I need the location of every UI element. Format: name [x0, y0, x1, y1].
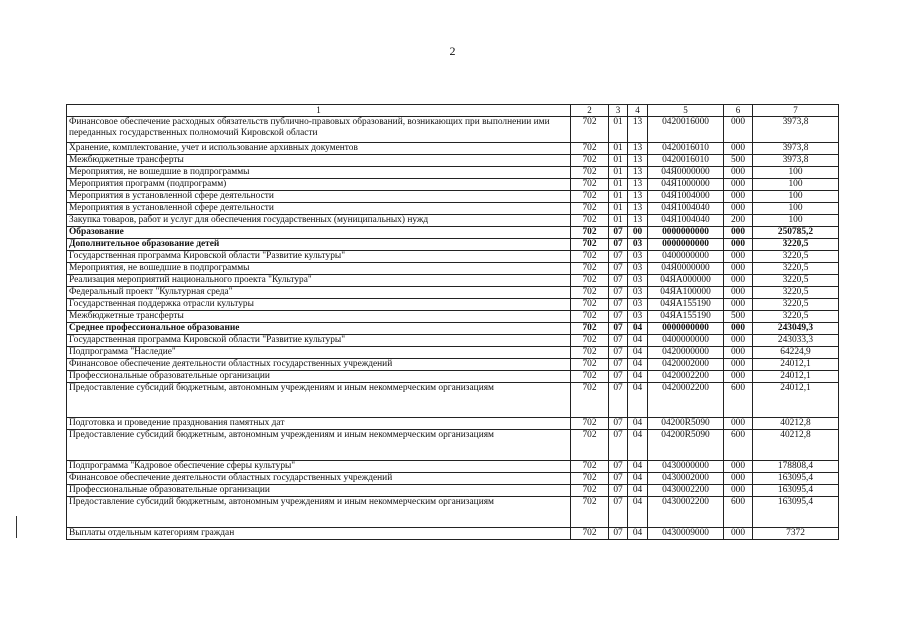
section-cell: 01	[609, 155, 628, 167]
admin-code-cell: 702	[571, 155, 609, 167]
admin-code-cell: 702	[571, 117, 609, 143]
target-article-cell: 04200R5090	[648, 430, 724, 461]
amount-cell: 24012,1	[753, 371, 839, 383]
subsection-cell: 03	[628, 251, 648, 263]
subsection-cell: 03	[628, 239, 648, 251]
expense-type-cell: 000	[724, 275, 753, 287]
section-cell: 07	[609, 227, 628, 239]
row-name-cell: Подпрограмма "Наследие"	[67, 347, 571, 359]
amount-cell: 3220,5	[753, 263, 839, 275]
target-article-cell: 0000000000	[648, 239, 724, 251]
row-name-cell: Профессиональные образовательные организации	[67, 485, 571, 497]
admin-code-cell: 702	[571, 203, 609, 215]
section-cell: 07	[609, 485, 628, 497]
section-cell: 07	[609, 335, 628, 347]
row-name-cell: Предоставление субсидий бюджетным, автономным учреждениям и иным некоммерческим организациям	[67, 383, 571, 418]
expense-type-cell: 000	[724, 203, 753, 215]
target-article-cell: 04ЯА155190	[648, 311, 724, 323]
row-name-cell: Выплаты отдельным категориям граждан	[67, 528, 571, 540]
table-row	[67, 473, 839, 485]
row-name-cell: Хранение, комплектование, учет и использование архивных документов	[67, 143, 571, 155]
expense-type-cell: 000	[724, 251, 753, 263]
table-row	[67, 155, 839, 167]
table-row	[67, 215, 839, 227]
table-row	[67, 191, 839, 203]
expense-type-cell: 000	[724, 418, 753, 430]
target-article-cell: 04ЯА100000	[648, 287, 724, 299]
subsection-cell: 04	[628, 323, 648, 335]
admin-code-cell: 702	[571, 263, 609, 275]
subsection-cell: 04	[628, 347, 648, 359]
section-cell: 07	[609, 418, 628, 430]
admin-code-cell: 702	[571, 275, 609, 287]
admin-code-cell: 702	[571, 359, 609, 371]
table-row	[67, 203, 839, 215]
row-name-cell: Закупка товаров, работ и услуг для обеспечения государственных (муниципальных) нужд	[67, 215, 571, 227]
section-cell: 07	[609, 359, 628, 371]
admin-code-cell: 702	[571, 299, 609, 311]
amount-cell: 7372	[753, 528, 839, 540]
target-article-cell: 04ЯА000000	[648, 275, 724, 287]
subsection-cell: 00	[628, 227, 648, 239]
subsection-cell: 03	[628, 275, 648, 287]
row-name-cell: Дополнительное образование детей	[67, 239, 571, 251]
amount-cell: 64224,9	[753, 347, 839, 359]
table-row	[67, 335, 839, 347]
header-cell: 2	[571, 105, 609, 117]
subsection-cell: 04	[628, 359, 648, 371]
amount-cell: 3220,5	[753, 275, 839, 287]
subsection-cell: 04	[628, 371, 648, 383]
admin-code-cell: 702	[571, 287, 609, 299]
subsection-cell: 04	[628, 335, 648, 347]
expense-type-cell: 000	[724, 117, 753, 143]
admin-code-cell: 702	[571, 143, 609, 155]
target-article-cell: 0430002200	[648, 497, 724, 528]
row-name-cell: Федеральный проект "Культурная среда"	[67, 287, 571, 299]
table-row	[67, 347, 839, 359]
table-row	[67, 359, 839, 371]
section-cell: 01	[609, 203, 628, 215]
subsection-cell: 13	[628, 215, 648, 227]
target-article-cell: 0000000000	[648, 227, 724, 239]
section-cell: 07	[609, 311, 628, 323]
subsection-cell: 04	[628, 461, 648, 473]
amount-cell: 3220,5	[753, 299, 839, 311]
admin-code-cell: 702	[571, 430, 609, 461]
table-header-row	[67, 105, 839, 117]
amount-cell: 100	[753, 167, 839, 179]
subsection-cell: 04	[628, 418, 648, 430]
expense-type-cell: 600	[724, 430, 753, 461]
row-name-cell: Государственная программа Кировской области "Развитие культуры"	[67, 335, 571, 347]
admin-code-cell: 702	[571, 528, 609, 540]
admin-code-cell: 702	[571, 239, 609, 251]
admin-code-cell: 702	[571, 227, 609, 239]
table-row	[67, 251, 839, 263]
admin-code-cell: 702	[571, 383, 609, 418]
row-name-cell: Профессиональные образовательные организации	[67, 371, 571, 383]
target-article-cell: 04Я0000000	[648, 263, 724, 275]
subsection-cell: 04	[628, 430, 648, 461]
section-cell: 07	[609, 461, 628, 473]
section-cell: 07	[609, 347, 628, 359]
subsection-cell: 04	[628, 473, 648, 485]
subsection-cell: 03	[628, 311, 648, 323]
budget-table	[66, 104, 839, 540]
amount-cell: 250785,2	[753, 227, 839, 239]
target-article-cell: 04Я1004040	[648, 215, 724, 227]
amount-cell: 178808,4	[753, 461, 839, 473]
row-name-cell: Мероприятия программ (подпрограмм)	[67, 179, 571, 191]
section-cell: 07	[609, 251, 628, 263]
table-row	[67, 239, 839, 251]
subsection-cell: 13	[628, 167, 648, 179]
expense-type-cell: 000	[724, 299, 753, 311]
section-cell: 07	[609, 275, 628, 287]
table-row	[67, 323, 839, 335]
expense-type-cell: 000	[724, 323, 753, 335]
header-cell: 3	[609, 105, 628, 117]
target-article-cell: 0420016010	[648, 155, 724, 167]
section-cell: 07	[609, 299, 628, 311]
table-row	[67, 485, 839, 497]
admin-code-cell: 702	[571, 191, 609, 203]
subsection-cell: 13	[628, 191, 648, 203]
section-cell: 01	[609, 117, 628, 143]
header-cell: 7	[753, 105, 839, 117]
expense-type-cell: 000	[724, 167, 753, 179]
admin-code-cell: 702	[571, 251, 609, 263]
row-name-cell: Межбюджетные трансферты	[67, 155, 571, 167]
row-name-cell: Мероприятия, не вошедшие в подпрограммы	[67, 263, 571, 275]
header-cell: 5	[648, 105, 724, 117]
amount-cell: 3973,8	[753, 117, 839, 143]
row-name-cell: Мероприятия, не вошедшие в подпрограммы	[67, 167, 571, 179]
table-row	[67, 299, 839, 311]
amount-cell: 3220,5	[753, 251, 839, 263]
admin-code-cell: 702	[571, 485, 609, 497]
expense-type-cell: 000	[724, 263, 753, 275]
row-name-cell: Предоставление субсидий бюджетным, автономным учреждениям и иным некоммерческим организациям	[67, 430, 571, 461]
table-row	[67, 179, 839, 191]
margin-mark	[16, 516, 17, 538]
row-name-cell: Государственная поддержка отрасли культуры	[67, 299, 571, 311]
target-article-cell: 04Я1004040	[648, 203, 724, 215]
table-row	[67, 117, 839, 143]
row-name-cell: Государственная программа Кировской области "Развитие культуры"	[67, 251, 571, 263]
target-article-cell: 0430002000	[648, 473, 724, 485]
row-name-cell: Мероприятия в установленной сфере деятельности	[67, 203, 571, 215]
table-row	[67, 167, 839, 179]
amount-cell: 3973,8	[753, 155, 839, 167]
subsection-cell: 04	[628, 528, 648, 540]
row-name-cell: Подготовка и проведение празднования памятных дат	[67, 418, 571, 430]
section-cell: 07	[609, 239, 628, 251]
row-name-cell: Подпрограмма "Кадровое обеспечение сферы культуры"	[67, 461, 571, 473]
section-cell: 07	[609, 323, 628, 335]
subsection-cell: 13	[628, 143, 648, 155]
target-article-cell: 0420002000	[648, 359, 724, 371]
admin-code-cell: 702	[571, 179, 609, 191]
section-cell: 01	[609, 191, 628, 203]
section-cell: 07	[609, 497, 628, 528]
expense-type-cell: 000	[724, 359, 753, 371]
table-row	[67, 311, 839, 323]
subsection-cell: 03	[628, 287, 648, 299]
row-name-cell: Реализация мероприятий национального проекта "Культура"	[67, 275, 571, 287]
expense-type-cell: 000	[724, 287, 753, 299]
expense-type-cell: 000	[724, 335, 753, 347]
page-number: 2	[449, 44, 456, 58]
amount-cell: 40212,8	[753, 418, 839, 430]
section-cell: 07	[609, 287, 628, 299]
section-cell: 01	[609, 143, 628, 155]
subsection-cell: 04	[628, 485, 648, 497]
expense-type-cell: 600	[724, 383, 753, 418]
target-article-cell: 04Я1004000	[648, 191, 724, 203]
expense-type-cell: 200	[724, 215, 753, 227]
expense-type-cell: 000	[724, 528, 753, 540]
section-cell: 01	[609, 215, 628, 227]
target-article-cell: 04Я0000000	[648, 167, 724, 179]
table-row	[67, 287, 839, 299]
subsection-cell: 03	[628, 299, 648, 311]
amount-cell: 243049,3	[753, 323, 839, 335]
target-article-cell: 0430009000	[648, 528, 724, 540]
admin-code-cell: 702	[571, 497, 609, 528]
amount-cell: 100	[753, 215, 839, 227]
section-cell: 07	[609, 383, 628, 418]
expense-type-cell: 000	[724, 485, 753, 497]
row-name-cell: Образование	[67, 227, 571, 239]
table-row	[67, 275, 839, 287]
subsection-cell: 13	[628, 155, 648, 167]
row-name-cell: Финансовое обеспечение деятельности областных государственных учреждений	[67, 359, 571, 371]
subsection-cell: 04	[628, 383, 648, 418]
target-article-cell: 0420016010	[648, 143, 724, 155]
target-article-cell: 04Я1000000	[648, 179, 724, 191]
row-name-cell: Среднее профессиональное образование	[67, 323, 571, 335]
target-article-cell: 04200R5090	[648, 418, 724, 430]
table-row	[67, 418, 839, 430]
amount-cell: 3220,5	[753, 239, 839, 251]
amount-cell: 163095,4	[753, 485, 839, 497]
section-cell: 07	[609, 473, 628, 485]
table-row	[67, 430, 839, 461]
table-row	[67, 263, 839, 275]
amount-cell: 40212,8	[753, 430, 839, 461]
subsection-cell: 13	[628, 203, 648, 215]
amount-cell: 100	[753, 203, 839, 215]
admin-code-cell: 702	[571, 311, 609, 323]
amount-cell: 3973,8	[753, 143, 839, 155]
expense-type-cell: 000	[724, 191, 753, 203]
table-row	[67, 383, 839, 418]
table-row	[67, 528, 839, 540]
target-article-cell: 0420000000	[648, 347, 724, 359]
expense-type-cell: 500	[724, 311, 753, 323]
target-article-cell: 0420002200	[648, 383, 724, 418]
target-article-cell: 0420002200	[648, 371, 724, 383]
expense-type-cell: 600	[724, 497, 753, 528]
expense-type-cell: 000	[724, 143, 753, 155]
target-article-cell: 0400000000	[648, 335, 724, 347]
target-article-cell: 0420016000	[648, 117, 724, 143]
amount-cell: 163095,4	[753, 473, 839, 485]
row-name-cell: Мероприятия в установленной сфере деятельности	[67, 191, 571, 203]
subsection-cell: 03	[628, 263, 648, 275]
admin-code-cell: 702	[571, 167, 609, 179]
table-row	[67, 461, 839, 473]
target-article-cell: 0430000000	[648, 461, 724, 473]
amount-cell: 100	[753, 191, 839, 203]
admin-code-cell: 702	[571, 335, 609, 347]
admin-code-cell: 702	[571, 418, 609, 430]
expense-type-cell: 000	[724, 227, 753, 239]
expense-type-cell: 500	[724, 155, 753, 167]
amount-cell: 24012,1	[753, 359, 839, 371]
amount-cell: 243033,3	[753, 335, 839, 347]
subsection-cell: 13	[628, 117, 648, 143]
admin-code-cell: 702	[571, 323, 609, 335]
row-name-cell: Финансовое обеспечение деятельности областных государственных учреждений	[67, 473, 571, 485]
table-row	[67, 371, 839, 383]
admin-code-cell: 702	[571, 461, 609, 473]
amount-cell: 100	[753, 179, 839, 191]
section-cell: 07	[609, 528, 628, 540]
admin-code-cell: 702	[571, 473, 609, 485]
table-row	[67, 227, 839, 239]
target-article-cell: 0430002200	[648, 485, 724, 497]
amount-cell: 3220,5	[753, 311, 839, 323]
expense-type-cell: 000	[724, 461, 753, 473]
amount-cell: 3220,5	[753, 287, 839, 299]
row-name-cell: Предоставление субсидий бюджетным, автономным учреждениям и иным некоммерческим организациям	[67, 497, 571, 528]
admin-code-cell: 702	[571, 215, 609, 227]
admin-code-cell: 702	[571, 371, 609, 383]
expense-type-cell: 000	[724, 347, 753, 359]
section-cell: 07	[609, 263, 628, 275]
expense-type-cell: 000	[724, 239, 753, 251]
header-cell: 6	[724, 105, 753, 117]
section-cell: 01	[609, 167, 628, 179]
section-cell: 07	[609, 371, 628, 383]
subsection-cell: 04	[628, 497, 648, 528]
section-cell: 07	[609, 430, 628, 461]
expense-type-cell: 000	[724, 179, 753, 191]
header-cell: 1	[67, 105, 571, 117]
expense-type-cell: 000	[724, 473, 753, 485]
table-row	[67, 497, 839, 528]
target-article-cell: 0000000000	[648, 323, 724, 335]
section-cell: 01	[609, 179, 628, 191]
expense-type-cell: 000	[724, 371, 753, 383]
subsection-cell: 13	[628, 179, 648, 191]
table-row	[67, 143, 839, 155]
admin-code-cell: 702	[571, 347, 609, 359]
amount-cell: 24012,1	[753, 383, 839, 418]
row-name-cell: Финансовое обеспечение расходных обязательств публично-правовых образований, возникающих при выполнении ими переданных государственных полномочий Кировской области	[67, 117, 571, 143]
target-article-cell: 04ЯА155190	[648, 299, 724, 311]
header-cell: 4	[628, 105, 648, 117]
row-name-cell: Межбюджетные трансферты	[67, 311, 571, 323]
amount-cell: 163095,4	[753, 497, 839, 528]
target-article-cell: 0400000000	[648, 251, 724, 263]
